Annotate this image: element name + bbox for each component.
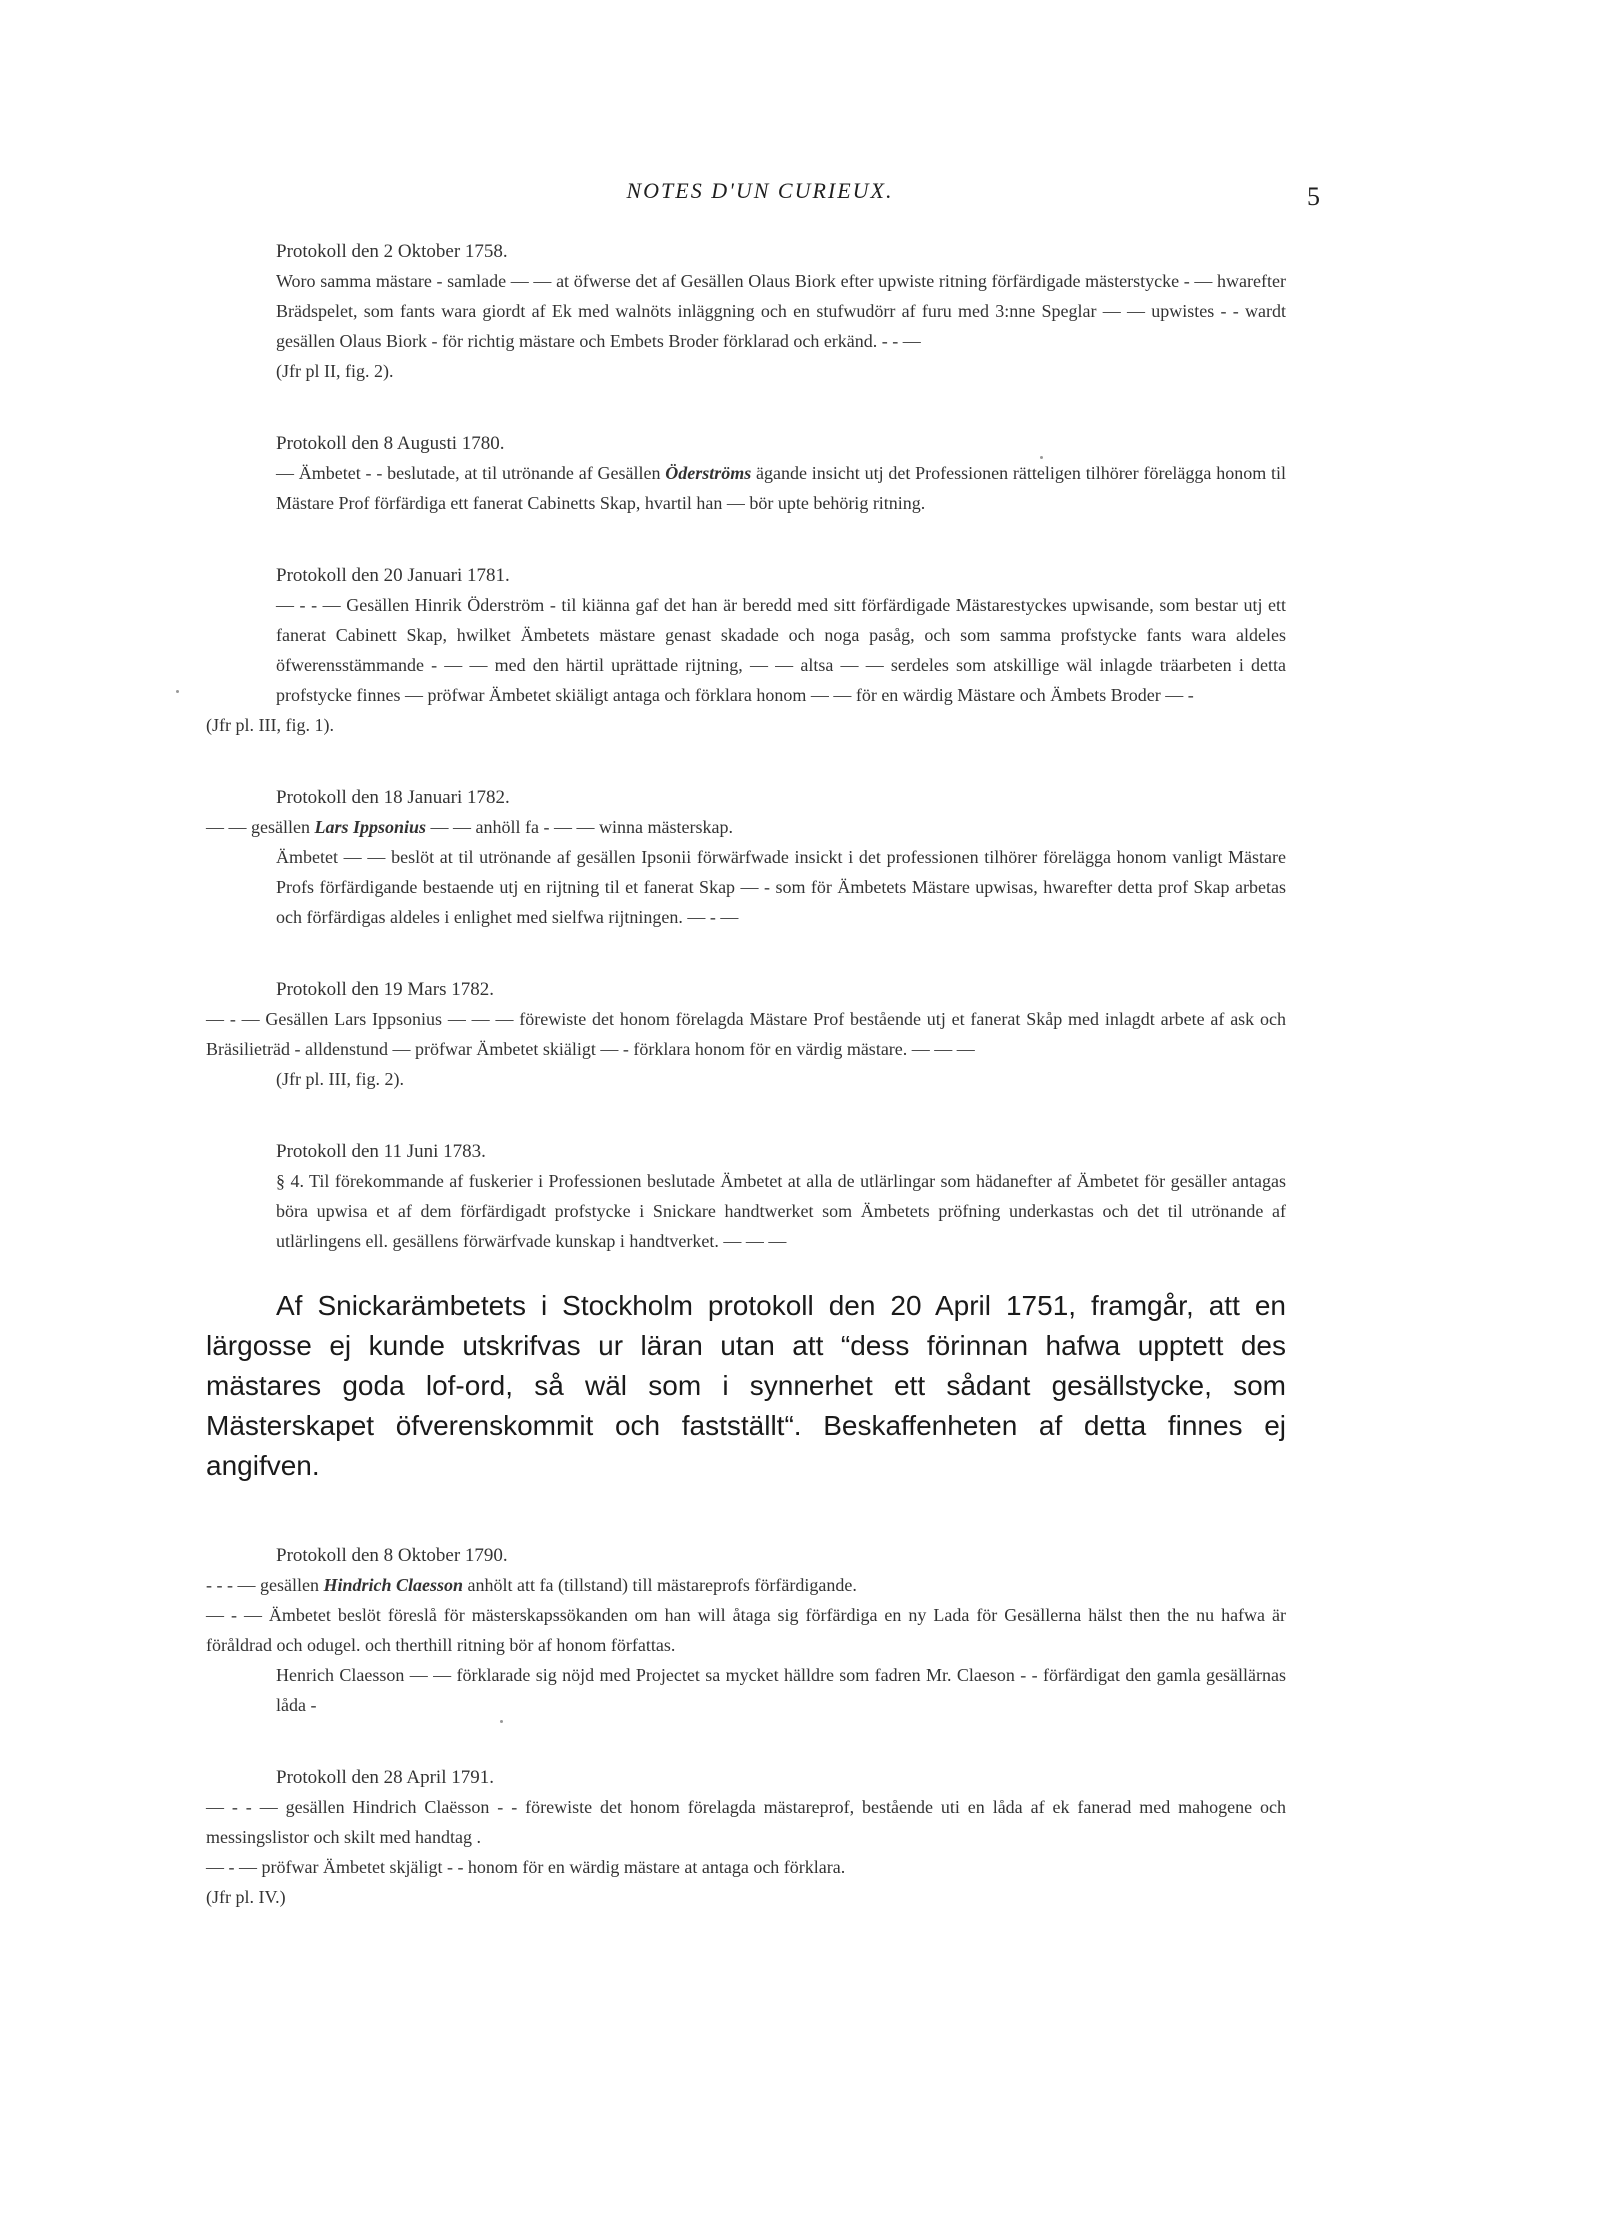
protocol-entry-1781 <box>206 562 1286 740</box>
entry-paragraph: § 4. Til förekommande af fuskerier i Professionen beslutade Ämbetet at alla de utlärlingar som hädanefter af Ämbetet för gesäller antagas böra upwisa et af dem förfärdigadt profstycke i Snickare handtwerket som Ämbetets pröfning underkastas och det til utrönande af utlärlingens ell. gesällens förwärfvade kunskap i handtverket. — — — <box>276 1171 1286 1251</box>
entry-text <box>206 266 1286 386</box>
entry-text <box>206 1166 1286 1256</box>
document-body <box>206 238 1286 1956</box>
entry-text-post: anhölt att fa (tillstand) till mästareprofs förfärdigande. <box>463 1575 857 1595</box>
entry-text-post: — — anhöll fa - — — winna mästerskap. <box>426 817 733 837</box>
entry-text <box>206 1792 1286 1912</box>
entry-paragraph: — - — Ämbetet beslöt föreslå för mästerskapssökanden om han will åtaga sig förfärdiga en ny Lada för Gesällerna hälst then the nu hafwa är föråldrad och odugel. och therthill ritning bör af honom författas. <box>206 1605 1286 1655</box>
protocol-entry-1782-march <box>206 976 1286 1094</box>
entry-text <box>206 590 1286 740</box>
commentary-text: Af Snickarämbetets i Stockholm protokoll den 20 April 1751, framgår, att en lärgosse ej kunde utskrifvas ur läran utan att “dess förinnan hafwa upptett des mästares goda lof-ord, så wäl som i synnerhet ett sådant gesällstycke, som Mästerskapet öfverenskommit och fastställt“. Beskaffenheten af detta finnes ej angifven. <box>206 1290 1286 1481</box>
entry-paragraph <box>206 458 1286 518</box>
entry-text <box>206 1570 1286 1720</box>
entry-text <box>206 458 1286 518</box>
scan-speck <box>500 1720 503 1723</box>
protocol-entry-1791 <box>206 1764 1286 1912</box>
entry-paragraph: Ämbetet — — beslöt at til utrönande af gesällen Ipsonii förwärfwade insickt i det professionen tilhörer förelägga honom vanligt Mästare Profs förfärdigande bestaende utj en rijtning til et fanerat Skap — - som för Ämbetets Mästare upwisas, hwarefter detta prof Skap arbetas och förfärdigas aldeles i enlighet med sielfwa rijtningen. — - — <box>276 847 1286 927</box>
plate-reference: (Jfr pl. III, fig. 2). <box>276 1069 404 1089</box>
entry-paragraph: — - - — gesällen Hindrich Claësson - - förewiste det honom förelagda mästareprof, bestående uti en låda af ek fanerad med mahogene och messingslistor och skilt med handtag . <box>206 1797 1286 1847</box>
entry-heading: Protokoll den 8 Augusti 1780. <box>276 433 505 454</box>
entry-paragraph: Henrich Claesson — — förklarade sig nöjd med Projectet sa mycket hälldre som fadren Mr. Claeson - - förfärdigat den gamla gesällärnas låda - <box>276 1665 1286 1715</box>
entry-text-pre: - - - — gesällen <box>206 1575 324 1595</box>
entry-paragraph <box>206 812 1286 842</box>
entry-paragraph: Woro samma mästare - samlade — — at öfwerse det af Gesällen Olaus Biork efter upwiste ritning förfärdigade mästerstycke - — hwarefter Brädspelet, som fants wara giordt af Ek med walnöts inläggning och en stufwudörr af furu med 3:nne Speglar — — upwistes - - wardt gesällen Olaus Biork - för richtig mästare och Embets Broder förklarad och erkänd. - - — <box>276 271 1286 351</box>
protocol-entry-1783 <box>206 1138 1286 1256</box>
entry-heading: Protokoll den 11 Juni 1783. <box>276 1141 486 1162</box>
entry-heading: Protokoll den 18 Januari 1782. <box>276 787 510 808</box>
entry-paragraph: — - — pröfwar Ämbetet skjäligt - - honom för en wärdig mästare at antaga och förklara. <box>206 1857 846 1877</box>
entry-text-post: ägande insicht utj det Professionen rätteligen tilhörer förelägga honom til Mästare Prof förfärdiga ett fanerat Cabinetts Skap, hvartil han — bör upte behörig ritning. <box>276 463 1286 513</box>
protocol-entry-1780 <box>206 430 1286 518</box>
plate-reference: (Jfr pl II, fig. 2). <box>276 361 394 381</box>
entry-heading: Protokoll den 19 Mars 1782. <box>276 979 494 1000</box>
scan-speck <box>176 690 179 693</box>
protocol-entry-1758 <box>206 238 1286 386</box>
entry-heading: Protokoll den 2 Oktober 1758. <box>276 241 508 262</box>
plate-reference: (Jfr pl. IV.) <box>206 1887 286 1907</box>
entry-heading: Protokoll den 28 April 1791. <box>276 1767 494 1788</box>
page-number: 5 <box>1307 182 1320 211</box>
entry-paragraph: — - — Gesällen Lars Ippsonius — — — förewiste det honom förelagda Mästare Prof bestående utj et fanerat Skåp med inlagdt arbete af ask och Bräsilieträd - alldenstund — pröfwar Ämbetet skiäligt — - förklara honom för en värdig mästare. — — — <box>206 1009 1286 1059</box>
entry-text <box>206 812 1286 932</box>
protocol-entry-1790 <box>206 1542 1286 1720</box>
running-title: NOTES D'UN CURIEUX. <box>626 178 894 203</box>
entry-paragraph <box>206 1570 1286 1600</box>
entry-text-pre: — Ämbetet - - beslutade, at til utrönande af Gesällen <box>276 463 666 483</box>
entry-heading: Protokoll den 8 Oktober 1790. <box>276 1545 508 1566</box>
person-name: Öderströms <box>665 463 752 483</box>
person-name: Hindrich Claesson <box>323 1575 464 1595</box>
entry-text <box>206 1004 1286 1094</box>
plate-reference: (Jfr pl. III, fig. 1). <box>206 715 334 735</box>
scan-speck <box>1040 456 1043 459</box>
entry-heading: Protokoll den 20 Januari 1781. <box>276 565 510 586</box>
commentary-paragraph <box>206 1286 1286 1486</box>
running-head <box>200 178 1320 218</box>
entry-paragraph: — - - — Gesällen Hinrik Öderström - til kiänna gaf det han är beredd med sitt förfärdigade Mästarestyckes upwisande, som bestar utj ett fanerat Cabinett Skap, hwilket Ämbetets mästare genast skadade och noga pasåg, och som samma profstycke fants wara aldeles öfwerensstämmande - — — med den härtil uprättade rijtning, — — altsa — — serdeles som atskillige wäl inlagde träarbeten i detta profstycke finnes — pröfwar Ämbetet skiäligt antaga och förklara honom — — för en wärdig Mästare och Ämbets Broder — - <box>276 595 1286 705</box>
entry-text-pre: — — gesällen <box>206 817 315 837</box>
protocol-entry-1782-january <box>206 784 1286 932</box>
person-name: Lars Ippsonius <box>314 817 427 837</box>
